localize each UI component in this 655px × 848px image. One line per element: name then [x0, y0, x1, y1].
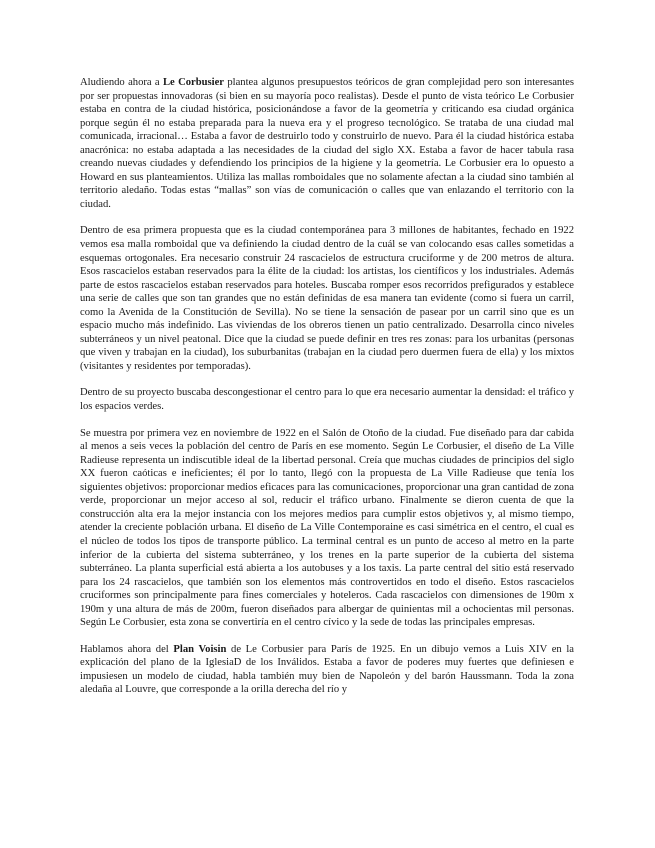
document-page: [80, 76, 574, 710]
paragraph-body: de Le Corbusier para París de 1925. En un dibujo vemos a Luis XIV en la explicación del plano de la IglesiaD de los Inválidos. Estaba a favor de poderes muy fuertes que definiesen e impusiesen un modelo de ciudad, habla también muy bien de Napoleón y del barón Haussmann. Toda la zona aledaña al Louvre, que corresponde a la orilla derecha del río y: [80, 643, 574, 696]
paragraph-lead-in: Hablamos ahora del: [80, 643, 174, 655]
paragraph-ciudad-contemporanea: Dentro de esa primera propuesta que es la ciudad contemporánea para 3 millones de habitantes, fechado en 1922 vemos esa malla romboidal que va definiendo la ciudad dentro de la cuál se van colocando esas calles sometidas a esquemas ortogonales. Era necesario construir 24 rascacielos de estructura cruciforme y de 200 metros de altura. Esos rascacielos estaban reservados para la élite de la ciudad: los artistas, los científicos y los industriales. Además parte de estos rascacielos estaban reservados para hoteles. Buscaba romper esos recorridos prefigurados y establece una serie de calles que son tan grandes que no están definidas de esa manera tan evidente (como si fuera un carril, como la Avenida de la Constitución de Sevilla). No se tiene la sensación de pasear por un carril sino que es un espacio mucho más indefinido. Las viviendas de los obreros tienen un patio centralizado. Desarrolla cinco niveles subterráneos y un nivel peatonal. Dice que la ciudad se puede definir en tres res zonas: para los urbanitas (personas que viven y trabajan en la ciudad), los suburbanitas (trabajan en la ciudad pero duermen fuera de ella) y los mixtos (visitantes y residentes por temporadas).: [80, 225, 574, 372]
paragraph-body: plantea algunos presupuestos teóricos de gran complejidad pero son interesantes por ser propuestas innovadoras (si bien en su mayoría poco realistas). Desde el punto de vista teórico Le Corbusier estaba en contra de la ciudad histórica, posicionándose a favor de la geometría y criticando esa ciudad orgánica porque según él no estaba preparada para la nueva era y el progreso tecnológico. Se trataba de una ciudad mal comunicada, irracional… Estaba a favor de destruirlo todo y construirlo de nuevo. Para él la ciudad histórica estaba anacrónica: no estaba adaptada a las necesidades de la ciudad del siglo XX. Estaba a favor de hacer tabula rasa creando nuevas ciudades y defendiendo los principios de la higiene y la geometría. Le Corbusier era lo opuesto a Howard en sus planteamientos. Utiliza las mallas romboidales que no solamente afectan a la ciudad sino también al territorio aledaño. Todas estas “mallas” son vías de comunicación o calles que van enlazando el territorio con la ciudad.: [80, 77, 574, 210]
paragraph-ville-radieuse: Se muestra por primera vez en noviembre de 1922 en el Salón de Otoño de la ciudad. Fue diseñado para dar cabida al menos a seis veces la población del centro de París en ese momento. Según Le Corbusier, el diseño de La Ville Radieuse representa un indiscutible ideal de la libertad personal. Creía que muchas ciudades de principios del siglo XX fueron caóticas e ineficientes; él por lo tanto, llegó con la propuesta de La Ville Radieuse que tenía los siguientes objetivos: proporcionar medios eficaces para las comunicaciones, proporcionar una gran cantidad de zona verde, proporcionar un mejor acceso al sol, reducir el tráfico urbano. Finalmente se dieron cuenta de que la construcción alta era la mejor instancia con los mejores medios para cumplir estos objetivos y, al mismo tiempo, atender la creciente población urbana. El diseño de La Ville Contemporaine es casi simétrica en el centro, el cual es el núcleo de todos los tipos de transporte público. La terminal central es un punto de acceso al metro en la parte inferior de la cubierta del sistema subterráneo, y los trenes en la parte superior de la cubierta del sistema subterráneo. La planta superficial está abierta a los autobuses y a los taxis. La parte central del sitio está reservado para los 24 rascacielos, que también son los elementos más controvertidos en todo el diseño. Estos rascacielos cruciformes son principalmente para fines comerciales y hoteleros. Cada rascacielos con dimensiones de 190m x 190m y una altura de más de 200m, fueron diseñados para albergar de quinientas mil a ochocientas mil personas. Según Le Corbusier, esta zona se convertiría en el centro cívico y la sede de todas las principales empresas.: [80, 427, 574, 629]
bold-term-le-corbusier: Le Corbusier: [162, 77, 224, 88]
paragraph-plan-voisin: [80, 643, 574, 697]
paragraph-le-corbusier-intro: [80, 76, 574, 211]
paragraph-descongestionar: Dentro de su proyecto buscaba descongestionar el centro para lo que era necesario aumentar la densidad: el tráfico y los espacios verdes.: [80, 387, 574, 413]
bold-term-plan-voisin: Plan Voisin: [173, 643, 227, 655]
paragraph-lead-in: Aludiendo ahora a: [80, 77, 163, 88]
